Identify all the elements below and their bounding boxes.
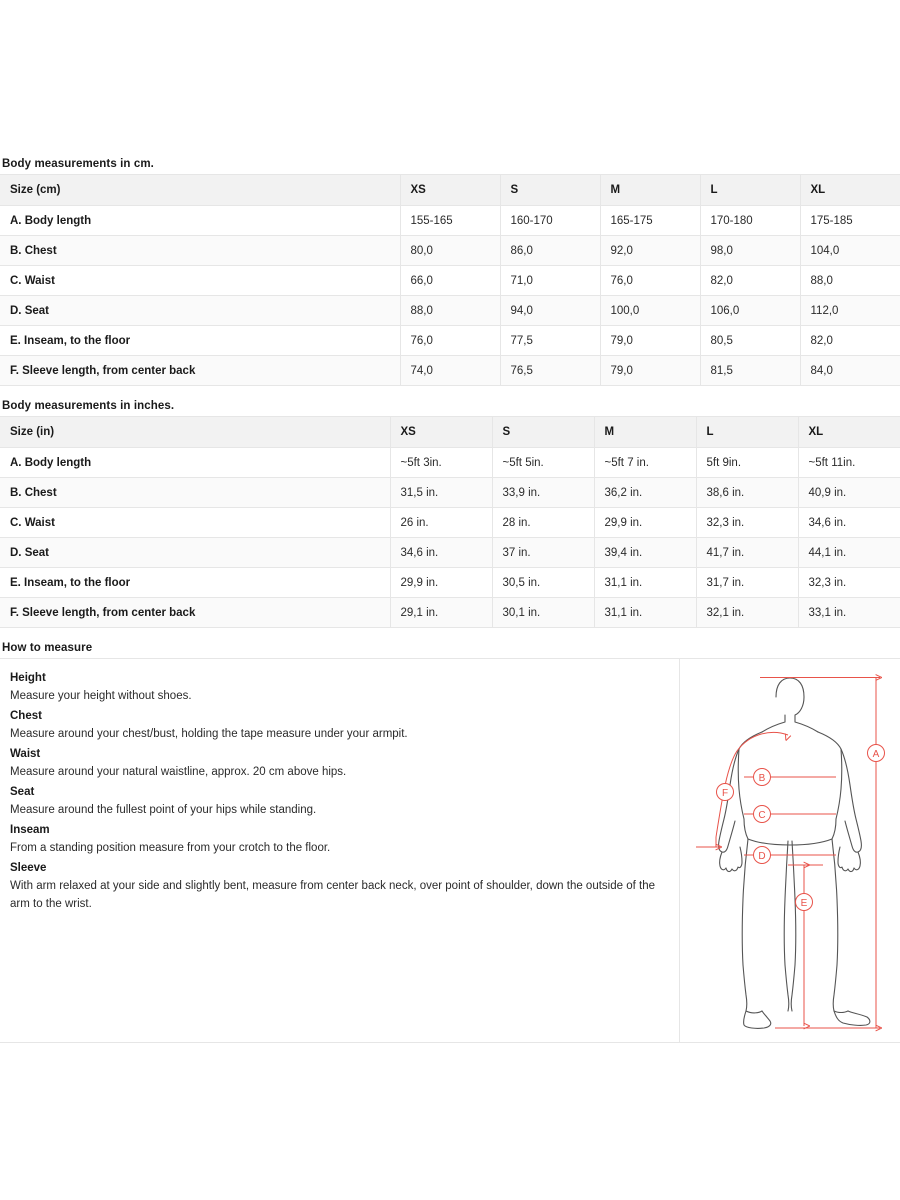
cm-measurements-table (0, 174, 900, 386)
top-spacer (0, 0, 900, 158)
cell-xl: 44,1 in. (798, 538, 900, 568)
table-row (0, 296, 900, 326)
table-row (0, 356, 900, 386)
table-row (0, 508, 900, 538)
row-label: E. Inseam, to the floor (0, 568, 390, 598)
cell-xl: ~5ft 11in. (798, 448, 900, 478)
cell-m: 76,0 (600, 266, 700, 296)
cm-col-header-xs: XS (400, 175, 500, 206)
cell-m: 79,0 (600, 326, 700, 356)
measure-term-inseam: Inseam (10, 824, 50, 836)
cell-s: 76,5 (500, 356, 600, 386)
cell-l: 5ft 9in. (696, 448, 798, 478)
label-text-e: E (800, 898, 808, 909)
label-badge-a (868, 745, 885, 762)
cell-m: 165-175 (600, 206, 700, 236)
cell-xl: 88,0 (800, 266, 900, 296)
table-row (0, 538, 900, 568)
in-table-header-row (0, 417, 900, 448)
section-gap (0, 386, 900, 400)
measure-desc-seat: Measure around the fullest point of your hips while standing. (10, 804, 317, 816)
label-text-f: F (721, 788, 729, 799)
cell-s: 77,5 (500, 326, 600, 356)
cell-m: 39,4 in. (594, 538, 696, 568)
cell-xs: 74,0 (400, 356, 500, 386)
body-silhouette (719, 678, 870, 1028)
label-text-b: B (758, 773, 766, 784)
cell-s: 37 in. (492, 538, 594, 568)
table-row (0, 206, 900, 236)
cell-xs: 34,6 in. (390, 538, 492, 568)
body-measurement-diagram (680, 659, 900, 1042)
cm-col-header-label: Size (cm) (0, 175, 400, 206)
table-row (0, 266, 900, 296)
cell-xs: 76,0 (400, 326, 500, 356)
measure-desc-inseam: From a standing position measure from your crotch to the floor. (10, 842, 331, 854)
cell-xs: 66,0 (400, 266, 500, 296)
cell-l: 98,0 (700, 236, 800, 266)
cell-xs: 31,5 in. (390, 478, 492, 508)
cell-l: 170-180 (700, 206, 800, 236)
cm-col-header-m: M (600, 175, 700, 206)
cell-m: 36,2 in. (594, 478, 696, 508)
cell-s: 86,0 (500, 236, 600, 266)
cell-s: 160-170 (500, 206, 600, 236)
cell-l: 106,0 (700, 296, 800, 326)
cell-s: 33,9 in. (492, 478, 594, 508)
cell-xs: 26 in. (390, 508, 492, 538)
cell-m: 79,0 (600, 356, 700, 386)
row-label: B. Chest (0, 236, 400, 266)
in-col-header-m: M (594, 417, 696, 448)
label-badge-d (754, 847, 771, 864)
cell-xs: 88,0 (400, 296, 500, 326)
label-badge-f (717, 784, 734, 801)
how-to-measure-text-column (0, 659, 680, 1042)
cell-m: 29,9 in. (594, 508, 696, 538)
cell-l: 32,1 in. (696, 598, 798, 628)
how-to-measure-section (0, 642, 900, 1043)
cell-l: 82,0 (700, 266, 800, 296)
measure-desc-height: Measure your height without shoes. (10, 690, 192, 702)
how-to-measure-body (0, 658, 900, 1043)
cell-s: 28 in. (492, 508, 594, 538)
row-label: F. Sleeve length, from center back (0, 356, 400, 386)
row-label: F. Sleeve length, from center back (0, 598, 390, 628)
label-text-c: C (758, 810, 766, 821)
table-row (0, 448, 900, 478)
measure-term-seat: Seat (10, 786, 35, 798)
measurement-lines (696, 678, 880, 1029)
cell-xs: ~5ft 3in. (390, 448, 492, 478)
row-label: D. Seat (0, 538, 390, 568)
label-text-a: A (872, 749, 880, 760)
cell-s: 71,0 (500, 266, 600, 296)
row-label: A. Body length (0, 206, 400, 236)
table-row (0, 326, 900, 356)
body-diagram-svg (680, 659, 900, 1043)
cell-xs: 80,0 (400, 236, 500, 266)
cell-s: 94,0 (500, 296, 600, 326)
row-label: E. Inseam, to the floor (0, 326, 400, 356)
in-col-header-label: Size (in) (0, 417, 390, 448)
in-col-header-xs: XS (390, 417, 492, 448)
cell-s: 30,5 in. (492, 568, 594, 598)
label-text-d: D (758, 851, 766, 862)
in-col-header-s: S (492, 417, 594, 448)
in-col-header-l: L (696, 417, 798, 448)
row-label: C. Waist (0, 508, 390, 538)
cell-xl: 175-185 (800, 206, 900, 236)
measure-desc-chest: Measure around your chest/bust, holding the tape measure under your armpit. (10, 728, 408, 740)
inches-measurements-table (0, 416, 900, 628)
cell-m: 92,0 (600, 236, 700, 266)
cell-xs: 29,9 in. (390, 568, 492, 598)
row-label: A. Body length (0, 448, 390, 478)
cell-s: ~5ft 5in. (492, 448, 594, 478)
cell-l: 81,5 (700, 356, 800, 386)
cell-m: 31,1 in. (594, 568, 696, 598)
cell-l: 80,5 (700, 326, 800, 356)
cell-xl: 112,0 (800, 296, 900, 326)
cell-xl: 33,1 in. (798, 598, 900, 628)
cell-xl: 32,3 in. (798, 568, 900, 598)
cell-m: 31,1 in. (594, 598, 696, 628)
table-row (0, 598, 900, 628)
measure-term-chest: Chest (10, 710, 42, 722)
cell-xl: 104,0 (800, 236, 900, 266)
cm-table-caption: Body measurements in cm. (2, 158, 154, 170)
measure-term-height: Height (10, 672, 46, 684)
cell-l: 32,3 in. (696, 508, 798, 538)
cell-xl: 40,9 in. (798, 478, 900, 508)
cell-l: 31,7 in. (696, 568, 798, 598)
in-table-caption: Body measurements in inches. (2, 400, 175, 412)
cell-s: 30,1 in. (492, 598, 594, 628)
cm-col-header-xl: XL (800, 175, 900, 206)
row-label: D. Seat (0, 296, 400, 326)
label-badge-b (754, 769, 771, 786)
row-label: C. Waist (0, 266, 400, 296)
measure-term-sleeve: Sleeve (10, 862, 47, 874)
cell-xl: 82,0 (800, 326, 900, 356)
cell-l: 38,6 in. (696, 478, 798, 508)
measure-desc-waist: Measure around your natural waistline, approx. 20 cm above hips. (10, 766, 347, 778)
measure-desc-sleeve: With arm relaxed at your side and slightly bent, measure from center back neck, over point of shoulder, down the outside of the arm to the wrist. (10, 880, 655, 910)
label-badge-c (754, 806, 771, 823)
cell-xs: 155-165 (400, 206, 500, 236)
table-row (0, 478, 900, 508)
how-to-measure-caption: How to measure (2, 642, 93, 654)
cm-col-header-s: S (500, 175, 600, 206)
cell-l: 41,7 in. (696, 538, 798, 568)
cell-m: 100,0 (600, 296, 700, 326)
cell-xl: 34,6 in. (798, 508, 900, 538)
measurement-labels (717, 745, 885, 911)
cm-col-header-l: L (700, 175, 800, 206)
row-label: B. Chest (0, 478, 390, 508)
cell-xs: 29,1 in. (390, 598, 492, 628)
table-row (0, 568, 900, 598)
in-col-header-xl: XL (798, 417, 900, 448)
table-row (0, 236, 900, 266)
cell-m: ~5ft 7 in. (594, 448, 696, 478)
label-badge-e (796, 894, 813, 911)
measure-term-waist: Waist (10, 748, 41, 760)
cell-xl: 84,0 (800, 356, 900, 386)
cm-table-header-row (0, 175, 900, 206)
section-gap (0, 628, 900, 642)
